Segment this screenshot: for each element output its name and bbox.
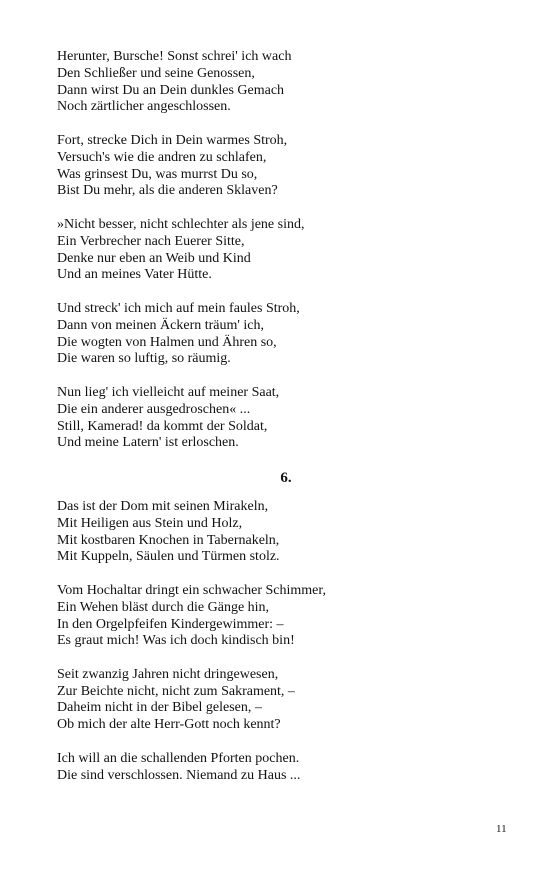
verse-line: Und streck' ich mich auf mein faules Stroh,	[57, 300, 300, 316]
verse-line: Still, Kamerad! da kommt der Soldat,	[57, 418, 268, 434]
stanza	[57, 751, 497, 785]
stanza	[57, 301, 497, 368]
verse-line: Den Schließer und seine Genossen,	[57, 65, 255, 81]
verse-line: Bist Du mehr, als die anderen Sklaven?	[57, 183, 278, 199]
verse-line: Die waren so luftig, so räumig.	[57, 351, 231, 367]
page-number: 11	[496, 823, 507, 835]
verse-line: Und an meines Vater Hütte.	[57, 267, 212, 283]
verse-line: »Nicht besser, nicht schlechter als jene sind,	[57, 216, 305, 232]
stanza	[57, 667, 497, 734]
verse-line: Nun lieg' ich vielleicht auf meiner Saat,	[57, 384, 280, 400]
verse-line: Dann wirst Du an Dein dunkles Gemach	[57, 82, 285, 98]
verse-line: Es graut mich! Was ich doch kindisch bin!	[57, 633, 295, 649]
verse-line: Fort, strecke Dich in Dein warmes Stroh,	[57, 132, 288, 148]
verse-line: Das ist der Dom mit seinen Mirakeln,	[57, 498, 269, 514]
verse-line: Ein Verbrecher nach Euerer Sitte,	[57, 233, 245, 249]
stanza	[57, 49, 497, 116]
page-text	[57, 49, 497, 801]
verse-line: Denke nur eben an Weib und Kind	[57, 250, 251, 266]
stanza	[57, 385, 497, 452]
poem-part-2	[57, 499, 497, 785]
verse-line: Daheim nicht in der Bibel gelesen, –	[57, 700, 262, 716]
verse-line: Mit Heiligen aus Stein und Holz,	[57, 515, 243, 531]
verse-line: Was grinsest Du, was murrst Du so,	[57, 166, 258, 182]
stanza	[57, 217, 497, 284]
verse-line: Ob mich der alte Herr-Gott noch kennt?	[57, 717, 281, 733]
verse-line: Die wogten von Halmen und Ähren so,	[57, 334, 277, 350]
verse-line: Seit zwanzig Jahren nicht dringewesen,	[57, 666, 279, 682]
verse-line: Ich will an die schallenden Pforten pochen.	[57, 750, 300, 766]
verse-line: Ein Wehen bläst durch die Gänge hin,	[57, 599, 270, 615]
verse-line: Herunter, Bursche! Sonst schrei' ich wach	[57, 49, 292, 64]
verse-line: Noch zärtlicher angeschlossen.	[57, 99, 231, 115]
section-heading: 6.	[280, 470, 292, 487]
stanza	[57, 583, 497, 650]
verse-line: Vom Hochaltar dringt ein schwacher Schimmer,	[57, 582, 326, 598]
verse-line: Dann von meinen Äckern träum' ich,	[57, 317, 265, 333]
stanza	[57, 499, 497, 566]
poem-part-1	[57, 49, 497, 452]
verse-line: Zur Beichte nicht, nicht zum Sakrament, –	[57, 683, 295, 699]
verse-line: Versuch's wie die andren zu schlafen,	[57, 149, 267, 165]
verse-line: Mit Kuppeln, Säulen und Türmen stolz.	[57, 549, 280, 565]
verse-line: Die ein anderer ausgedroschen« ...	[57, 401, 251, 417]
stanza	[57, 133, 497, 200]
verse-line: In den Orgelpfeifen Kindergewimmer: –	[57, 616, 284, 632]
verse-line: Und meine Latern' ist erloschen.	[57, 435, 239, 451]
verse-line: Die sind verschlossen. Niemand zu Haus ...	[57, 767, 301, 783]
verse-line: Mit kostbaren Knochen in Tabernakeln,	[57, 532, 280, 548]
